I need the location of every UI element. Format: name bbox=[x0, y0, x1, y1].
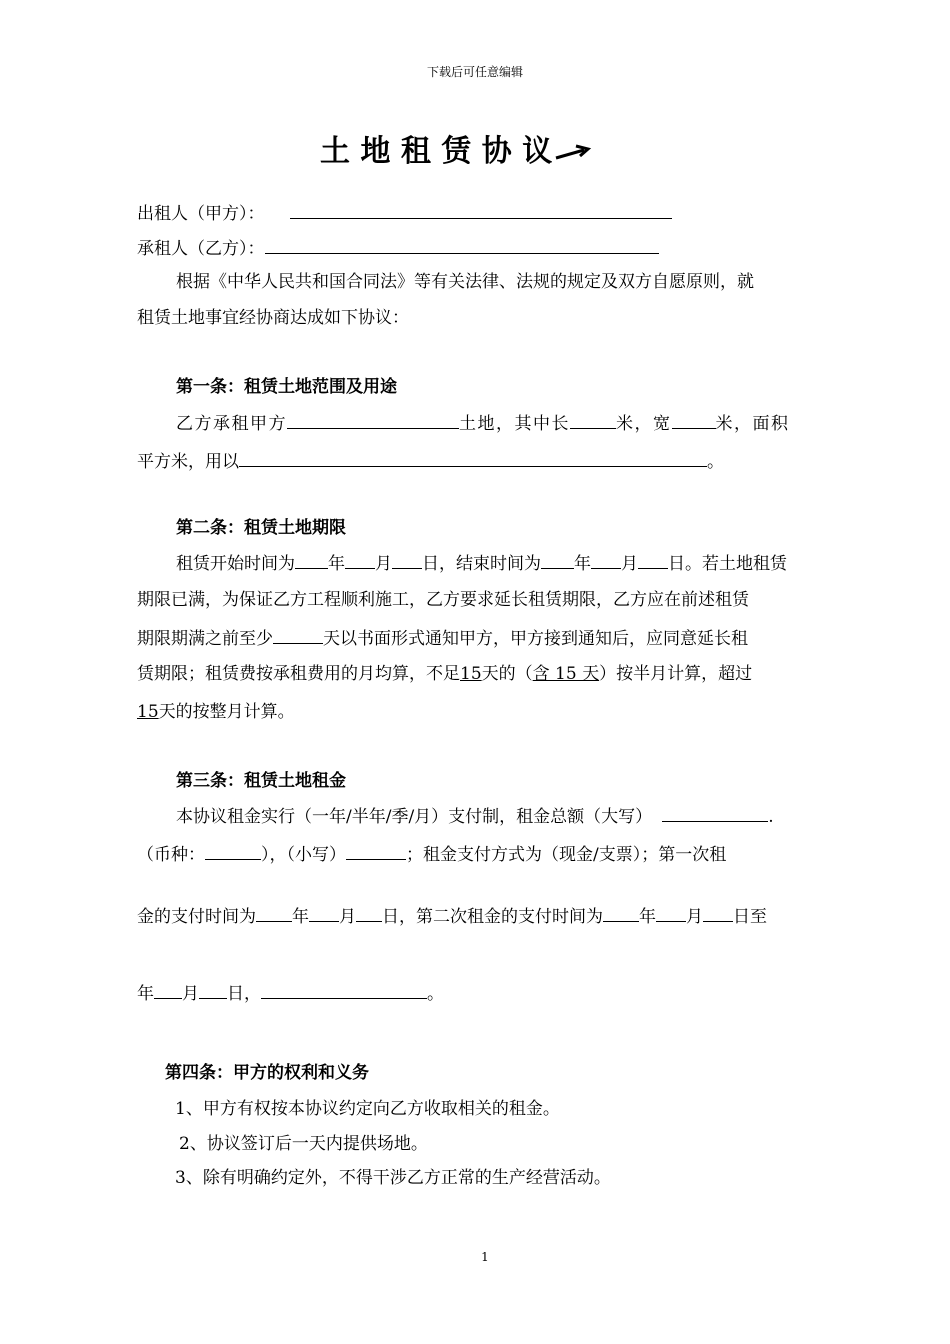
text: 15 bbox=[137, 702, 159, 722]
length-blank[interactable] bbox=[570, 411, 616, 429]
text: 日至 bbox=[733, 907, 767, 927]
end-day-blank[interactable] bbox=[638, 551, 668, 569]
second-pay-day-blank[interactable] bbox=[703, 904, 733, 922]
article-2-line-2: 期限已满，为保证乙方工程顺利施工，乙方要求延长租赁期限，乙方应在前述租赁 bbox=[137, 590, 749, 610]
start-day-blank[interactable] bbox=[392, 551, 422, 569]
article-3-line-2 bbox=[137, 842, 726, 866]
text: 日， bbox=[227, 984, 261, 1004]
text: 年 bbox=[574, 554, 591, 574]
article-2-line-4 bbox=[137, 663, 752, 685]
text: 年 bbox=[328, 554, 345, 574]
lessor-label: 出租人（甲方）： bbox=[137, 204, 265, 224]
text: 土地，其中长 bbox=[459, 414, 570, 434]
text: 米，宽 bbox=[616, 414, 672, 434]
article-1-line-2 bbox=[137, 449, 724, 473]
first-pay-month-blank[interactable] bbox=[309, 904, 339, 922]
page-header: 下载后可任意编辑 bbox=[426, 65, 523, 79]
text: 月 bbox=[182, 984, 199, 1004]
text: 年 bbox=[292, 907, 309, 927]
article-2-line-3 bbox=[137, 626, 748, 650]
second-pay-end-day-blank[interactable] bbox=[199, 981, 227, 999]
text: 乙方承租甲方 bbox=[176, 414, 287, 434]
text: ），（小写） bbox=[261, 845, 346, 865]
payment-note-blank[interactable] bbox=[261, 981, 427, 999]
article-1-line-1 bbox=[176, 411, 790, 435]
page-number: 1 bbox=[481, 1250, 489, 1264]
text: 金的支付时间为 bbox=[137, 907, 256, 927]
article-2-line-1 bbox=[176, 551, 787, 575]
article-4-item-3: 3、除有明确约定外，不得干涉乙方正常的生产经营活动。 bbox=[175, 1168, 611, 1188]
text: 天的按整月计算。 bbox=[158, 702, 295, 722]
text: 月 bbox=[339, 907, 356, 927]
end-month-blank[interactable] bbox=[591, 551, 621, 569]
article-1-title: 第一条：租赁土地范围及用途 bbox=[176, 377, 397, 397]
text: 月 bbox=[375, 554, 392, 574]
article-3-line-4 bbox=[137, 981, 444, 1005]
article-3-line-3 bbox=[137, 904, 767, 928]
end-year-blank[interactable] bbox=[541, 551, 574, 569]
text: 。 bbox=[707, 452, 724, 472]
article-2-title: 第二条：租赁土地期限 bbox=[176, 518, 346, 538]
article-2-line-5 bbox=[137, 701, 295, 723]
text: 年 bbox=[639, 907, 656, 927]
width-blank[interactable] bbox=[672, 411, 716, 429]
currency-blank[interactable] bbox=[205, 842, 261, 860]
text: ；租金支付方式为（现金/支票）；第一次租 bbox=[406, 845, 727, 865]
start-month-blank[interactable] bbox=[345, 551, 375, 569]
lessor-line bbox=[137, 201, 672, 225]
text: 天以书面形式通知甲方，甲方接到通知后，应同意延长租 bbox=[323, 629, 748, 649]
text: 含 15 天 bbox=[532, 664, 600, 684]
notice-days-blank[interactable] bbox=[273, 626, 323, 644]
title-text: 土 地 租 赁 协 议 bbox=[320, 134, 553, 169]
text: 天的（ bbox=[481, 664, 533, 684]
text: 。 bbox=[427, 984, 444, 1004]
lessee-line bbox=[137, 236, 659, 260]
lessor-blank[interactable] bbox=[290, 201, 672, 219]
text: 15 bbox=[460, 664, 482, 684]
title-arrow-mark bbox=[554, 142, 592, 164]
article-4-title: 第四条：甲方的权利和义务 bbox=[165, 1063, 369, 1083]
second-pay-year-blank[interactable] bbox=[603, 904, 639, 922]
first-pay-day-blank[interactable] bbox=[356, 904, 382, 922]
text: 年 bbox=[137, 984, 154, 1004]
start-year-blank[interactable] bbox=[295, 551, 328, 569]
intro-line-1: 根据《中华人民共和国合同法》等有关法律、法规的规定及双方自愿原则，就 bbox=[176, 272, 754, 292]
total-rent-uppercase-blank[interactable] bbox=[662, 804, 768, 822]
land-location-blank[interactable] bbox=[287, 411, 459, 429]
first-pay-year-blank[interactable] bbox=[256, 904, 292, 922]
lessee-blank[interactable] bbox=[265, 236, 659, 254]
second-pay-month-blank[interactable] bbox=[656, 904, 686, 922]
text: 日，第二次租金的支付时间为 bbox=[382, 907, 603, 927]
intro-line-2: 租赁土地事宜经协商达成如下协议： bbox=[137, 308, 409, 328]
document-title bbox=[320, 132, 592, 172]
article-4-item-2: 2、协议签订后一天内提供场地。 bbox=[179, 1134, 428, 1154]
article-3-line-1 bbox=[176, 804, 774, 828]
text: 月 bbox=[686, 907, 703, 927]
text: 本协议租金实行（一年/半年/季/月）支付制，租金总额（大写） bbox=[176, 807, 653, 827]
text: 期限期满之前至少 bbox=[137, 629, 273, 649]
text: 租赁开始时间为 bbox=[176, 554, 295, 574]
text: 赁期限；租赁费按承租费用的月均算，不足 bbox=[137, 664, 460, 684]
text: （币种： bbox=[137, 845, 205, 865]
usage-blank[interactable] bbox=[239, 449, 707, 467]
text: 日，结束时间为 bbox=[422, 554, 541, 574]
article-3-title: 第三条：租赁土地租金 bbox=[176, 771, 346, 791]
text: . bbox=[768, 807, 774, 827]
text: ）按半月计算，超过 bbox=[599, 664, 753, 684]
article-4-item-1: 1、甲方有权按本协议约定向乙方收取相关的租金。 bbox=[175, 1099, 560, 1119]
text: 平方米，用以 bbox=[137, 452, 239, 472]
lessee-label: 承租人（乙方）： bbox=[137, 239, 265, 259]
second-pay-end-month-blank[interactable] bbox=[154, 981, 182, 999]
text: 月 bbox=[621, 554, 638, 574]
text: 米，面积 bbox=[715, 414, 790, 434]
total-rent-lowercase-blank[interactable] bbox=[346, 842, 406, 860]
text: 日。若土地租赁 bbox=[668, 554, 787, 574]
